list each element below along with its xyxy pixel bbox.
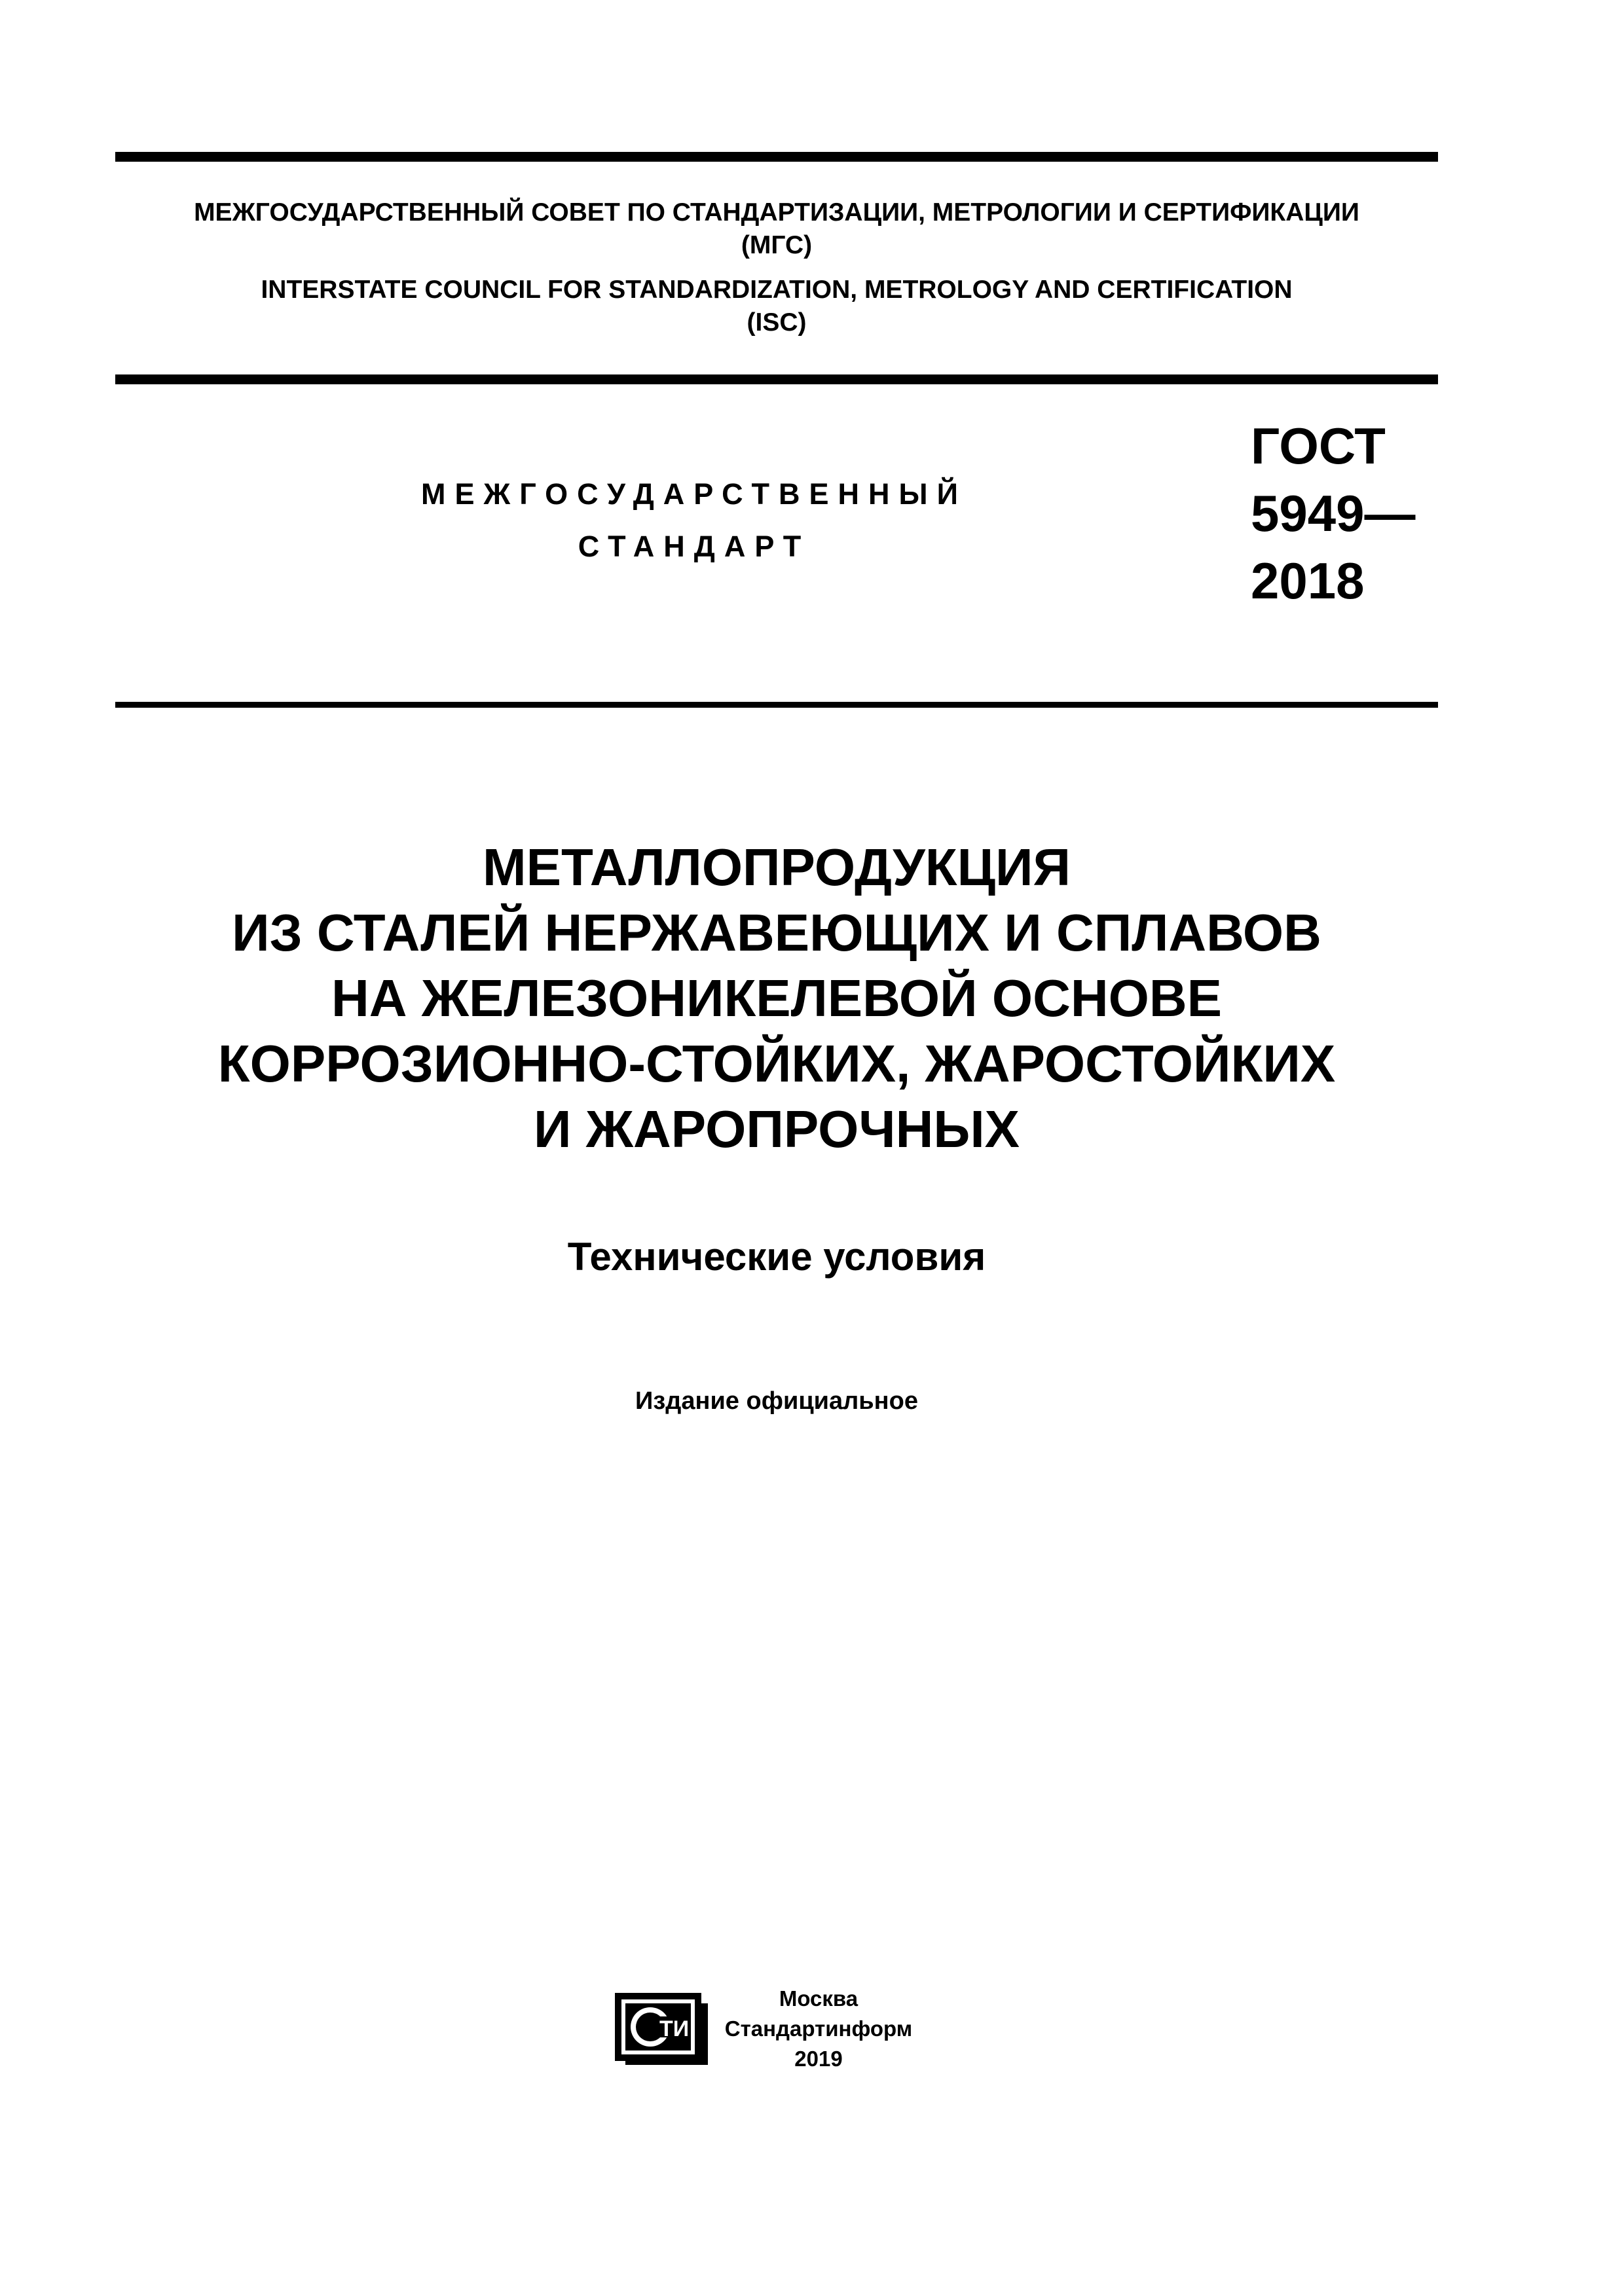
edition-note: Издание официальное [635, 1387, 918, 1415]
gost-label: ГОСТ [1251, 417, 1386, 475]
standard-kind-line2: СТАНДАРТ [578, 530, 811, 563]
council-ru-name: МЕЖГОСУДАРСТВЕННЫЙ СОВЕТ ПО СТАНДАРТИЗАЦИИ, МЕТРОЛОГИИ И СЕРТИФИКАЦИИ [194, 198, 1359, 227]
publisher [720, 1984, 917, 2074]
council-en [115, 274, 1438, 339]
svg-text:ТИ: ТИ [659, 2016, 690, 2041]
council-bottom-rule [115, 374, 1438, 384]
standard-kind [367, 468, 1022, 573]
title-line: ИЗ СТАЛЕЙ НЕРЖАВЕЮЩИХ И СПЛАВОВ [232, 903, 1321, 962]
publisher-name: Стандартинформ [724, 2016, 913, 2041]
top-rule [115, 152, 1438, 162]
title-line: И ЖАРОПРОЧНЫХ [533, 1100, 1020, 1158]
council-ru [115, 196, 1438, 262]
council-en-name: INTERSTATE COUNCIL FOR STANDARDIZATION, METROLOGY AND CERTIFICATION [261, 276, 1293, 304]
standard-kind-line1: МЕЖГОСУДАРСТВЕННЫЙ [421, 477, 967, 511]
header-bottom-rule [115, 702, 1438, 708]
publisher-city: Москва [779, 1986, 858, 2011]
title-line: КОРРОЗИОННО-СТОЙКИХ, ЖАРОСТОЙКИХ [217, 1034, 1336, 1093]
document-title [115, 835, 1438, 1162]
standartinform-logo-icon [612, 1990, 710, 2066]
gost-code: 5949— [1251, 484, 1416, 542]
document-subtitle: Технические условия [567, 1235, 986, 1279]
title-line: НА ЖЕЛЕЗОНИКЕЛЕВОЙ ОСНОВЕ [331, 969, 1223, 1027]
council-en-abbr: (ISC) [747, 308, 807, 337]
publisher-year: 2019 [794, 2047, 843, 2071]
title-line: МЕТАЛЛОПРОДУКЦИЯ [482, 838, 1071, 896]
gost-year: 2018 [1251, 552, 1365, 610]
gost-number [1251, 412, 1416, 615]
council-ru-abbr: (МГС) [741, 231, 813, 259]
